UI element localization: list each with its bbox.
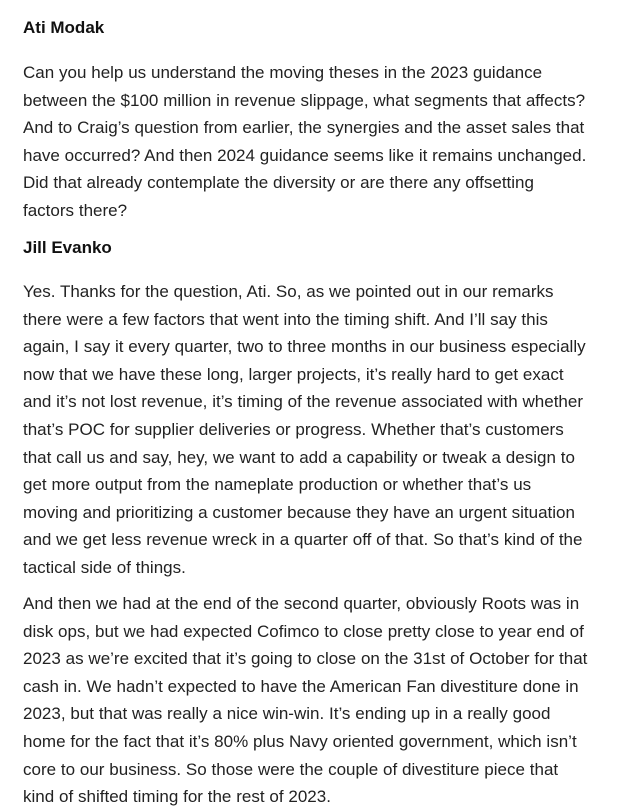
text-line: 2023, but that was really a nice win-win. It’s ending up in a really good [23,704,551,724]
text-line: and we get less revenue wreck in a quarter off of that. So that’s kind of the [23,530,583,550]
text-line: that’s POC for supplier deliveries or progress. Whether that’s customers [23,419,564,439]
text-line: And then we had at the end of the second quarter, obviously Roots was in [23,594,580,613]
text-line: factors there? [23,200,128,220]
text-line: that call us and say, hey, we want to add a capability or tweak a design to [23,447,575,467]
text-line: 2023 as we’re excited that it’s going to close on the 31st of October for that [23,649,588,669]
speaker-name-ati-modak: Ati Modak [23,18,105,37]
text-line: core to our business. So those were the couple of divestiture piece that [23,759,559,779]
text-line: again, I say it every quarter, two to three months in our business especially [23,337,586,357]
paragraph-ati-question [23,59,586,225]
text-line: and it’s not lost revenue, it’s timing of the revenue associated with whether [23,392,584,412]
text-line: kind of shifted timing for the rest of 2023. [23,787,331,807]
text-line: between the $100 million in revenue slippage, what segments that affects? [23,90,586,110]
text-line: Did that already contemplate the diversity or are there any offsetting [23,173,534,193]
text-line: cash in. We hadn’t expected to have the American Fan divestiture done in [23,676,579,696]
text-line: Yes. Thanks for the question, Ati. So, as we pointed out in our remarks [23,282,554,301]
text-line: disk ops, but we had expected Cofimco to close pretty close to year end of [23,621,584,641]
text-line: moving and prioritizing a customer because they have an urgent situation [23,502,575,522]
text-line: tactical side of things. [23,557,186,577]
paragraph-jill-answer-2 [23,590,587,811]
speaker-name-jill-evanko: Jill Evanko [23,238,112,257]
text-line: have occurred? And then 2024 guidance seems like it remains unchanged. [23,145,587,165]
text-line: home for the fact that it’s 80% plus Navy oriented government, which isn’t [23,731,577,751]
text-line: Can you help us understand the moving theses in the 2023 guidance [23,63,543,82]
paragraph-jill-answer-1 [23,278,586,582]
text-line: get more output from the nameplate production or whether that’s us [23,475,532,495]
text-line: And to Craig’s question from earlier, the synergies and the asset sales that [23,118,585,138]
text-line: now that we have these long, larger projects, it’s really hard to get exact [23,364,564,384]
text-line: there were a few factors that went into the timing shift. And I’ll say this [23,309,548,329]
